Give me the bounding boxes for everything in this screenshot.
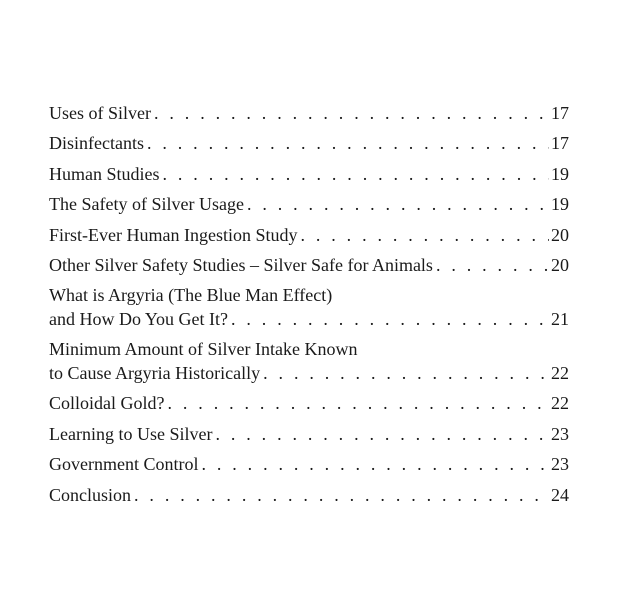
toc-entry-title: Government Control [49,454,199,475]
toc-page-number: 19 [551,194,569,215]
toc-page-number: 22 [551,363,569,384]
dot-leader [300,223,549,247]
toc-entry [49,452,569,482]
toc-entry-title: Disinfectants [49,133,144,154]
toc-entry [49,131,569,161]
toc-entry-title: Conclusion [49,484,132,505]
toc-entry-title: What is Argyria (The Blue Man Effect) [49,285,333,306]
toc-entry [49,483,569,513]
toc-page-number: 22 [551,393,569,414]
toc-entry-title: Uses of Silver [49,103,151,123]
toc-entry [49,253,569,283]
toc-entry-title: The Safety of Silver Usage [49,194,244,215]
toc-entry [49,283,569,337]
dot-leader [201,452,549,476]
toc-page-number: 23 [551,423,569,444]
toc-page-number: 20 [551,224,569,245]
dot-leader [168,391,550,415]
dot-leader [247,192,549,216]
toc-page-number: 19 [551,163,569,184]
toc-entry [49,192,569,222]
toc-page-number: 17 [551,103,569,123]
toc-entry-title: Human Studies [49,163,160,184]
toc-entry [49,422,569,452]
toc-entry-title: First-Ever Human Ingestion Study [49,224,298,245]
toc-entry-title: Learning to Use Silver [49,423,213,444]
dot-leader [147,131,549,155]
toc-page-number: 21 [551,309,569,330]
toc-page-number: 17 [551,133,569,154]
toc-entry [49,162,569,192]
dot-leader [154,101,549,125]
toc-page-number: 24 [551,484,569,505]
dot-leader [436,253,549,277]
toc-entry [49,391,569,421]
toc-entry-title-continued: and How Do You Get It? [49,309,228,330]
toc-page-number: 20 [551,254,569,275]
toc-entry-title: Colloidal Gold? [49,393,165,414]
dot-leader [231,307,549,331]
toc-entry-title: Minimum Amount of Silver Intake Known [49,339,358,360]
toc-entry [49,337,569,391]
toc-entry [49,101,569,131]
dot-leader [163,162,550,186]
toc-entry [49,223,569,253]
dot-leader [215,422,549,446]
dot-leader [134,483,549,507]
table-of-contents [49,101,569,513]
toc-page-number: 23 [551,454,569,475]
toc-entry-title: Other Silver Safety Studies – Silver Safe for Animals [49,254,433,275]
dot-leader [263,361,549,385]
toc-entry-title-continued: to Cause Argyria Historically [49,363,261,384]
